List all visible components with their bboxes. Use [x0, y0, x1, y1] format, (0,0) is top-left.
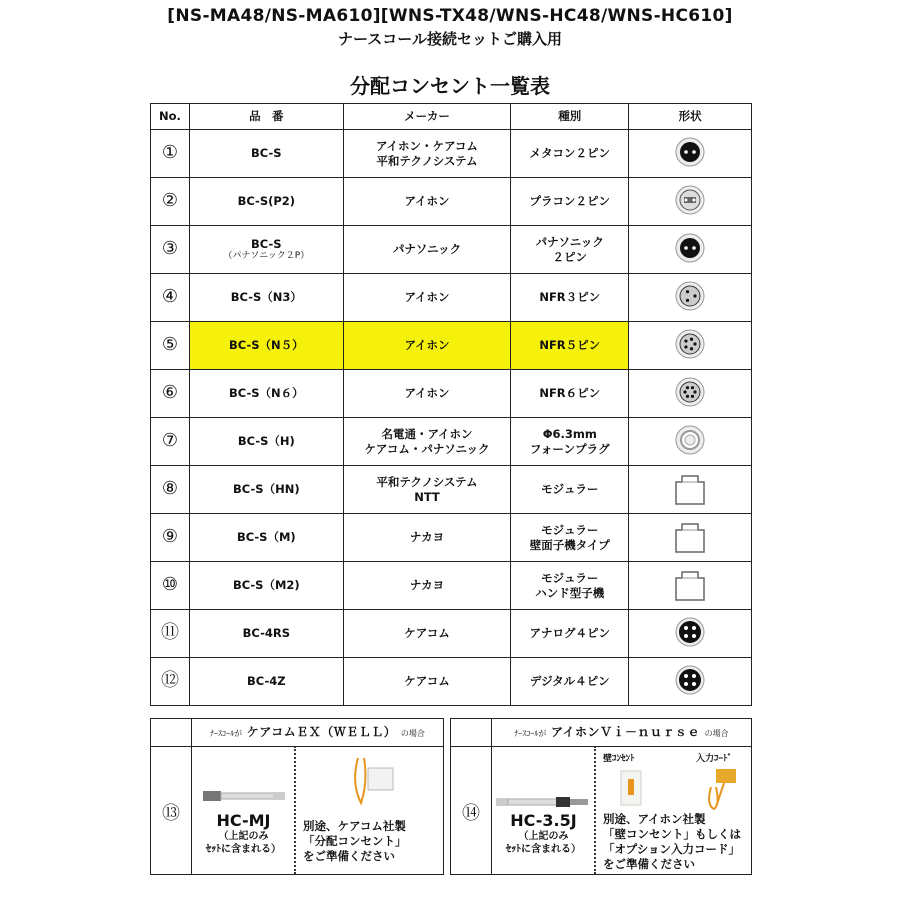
- header-part: 品 番: [189, 104, 343, 130]
- row-number: ③: [151, 226, 190, 274]
- suffix: の場合: [400, 729, 425, 738]
- part-cell: [189, 370, 343, 418]
- part-number: BC-S: [251, 146, 282, 161]
- connector-type: パナソニック ２ピン: [511, 226, 629, 274]
- panasonic-2pin-connector-icon: [674, 253, 706, 267]
- set-note: （上記のみ ｾｯﾄに含まれる）: [506, 831, 581, 855]
- modular-connector-icon: [672, 495, 708, 509]
- part-number: BC-S: [251, 236, 282, 251]
- part-cell: [189, 658, 343, 706]
- part-cell: [189, 178, 343, 226]
- part-cell: [189, 562, 343, 610]
- table-row: [151, 226, 752, 274]
- part-number: BC-4RS: [242, 626, 290, 641]
- header-type: 種別: [511, 104, 629, 130]
- table-row: [151, 610, 752, 658]
- row-number: ②: [151, 178, 190, 226]
- input-cord-image: [696, 767, 746, 811]
- box-carecom: [150, 718, 444, 875]
- part-cell: [189, 610, 343, 658]
- part-number: BC-S（H): [237, 434, 295, 449]
- row-number: ④: [151, 274, 190, 322]
- maker: ナカヨ: [343, 562, 511, 610]
- maker: 平和テクノシステム NTT: [343, 466, 511, 514]
- maker: パナソニック: [343, 226, 511, 274]
- header-no: No.: [151, 104, 190, 130]
- shape-cell: [629, 322, 752, 370]
- table-row: [151, 370, 752, 418]
- description: 別途、ケアコム社製 「分配コンセント」 をご準備ください: [303, 819, 407, 863]
- nfr-6pin-connector-icon: [674, 397, 706, 411]
- table-title: 分配コンセント一覧表: [350, 74, 550, 98]
- part-cell: [189, 514, 343, 562]
- box-number: ⑭: [462, 803, 480, 824]
- table-row: [151, 322, 752, 370]
- part-cell: [189, 466, 343, 514]
- maker: ケアコム: [343, 610, 511, 658]
- part-number: BC-S（N６）: [228, 386, 304, 401]
- table-row: [151, 514, 752, 562]
- part-number: BC-S（N５）: [228, 338, 304, 353]
- row-number: ⑥: [151, 370, 190, 418]
- suffix: の場合: [704, 729, 729, 738]
- part-cell: [189, 418, 343, 466]
- part-cell: [189, 322, 343, 370]
- shape-cell: [629, 658, 752, 706]
- maker: アイホン: [343, 178, 511, 226]
- maker: アイホン: [343, 370, 511, 418]
- shape-cell: [629, 514, 752, 562]
- row-number: ①: [151, 130, 190, 178]
- 4pin-connector-icon: [674, 637, 706, 651]
- box-number: ⑬: [162, 803, 180, 824]
- nfr-5pin-connector-icon: [674, 349, 706, 363]
- connector-type: メタコン２ピン: [511, 130, 629, 178]
- set-note: （上記のみ ｾｯﾄに含まれる）: [206, 831, 281, 855]
- title-models: [NS-MA48/NS-MA610][WNS-TX48/WNS-HC48/WNS-HC610]: [167, 6, 733, 26]
- table-row: [151, 466, 752, 514]
- part-number: BC-S(P2): [237, 194, 296, 209]
- shape-cell: [629, 370, 752, 418]
- connector-type: NFR６ピン: [511, 370, 629, 418]
- box-aiphone: [450, 718, 752, 875]
- part-cell: [189, 226, 343, 274]
- shape-cell: [629, 466, 752, 514]
- cable-image: [203, 785, 288, 807]
- shape-cell: [629, 178, 752, 226]
- outlet-device-image: [346, 753, 401, 808]
- shape-cell: [629, 418, 752, 466]
- maker: 名電通・アイホン ケアコム・パナソニック: [343, 418, 511, 466]
- connector-type: NFR３ピン: [511, 274, 629, 322]
- outlet-table: [150, 103, 752, 706]
- system-name: ケアコムＥＸ（ＷＥＬＬ）: [246, 725, 397, 739]
- table-row: [151, 178, 752, 226]
- shape-cell: [629, 226, 752, 274]
- row-number: ⑩: [151, 562, 190, 610]
- nfr-3pin-connector-icon: [674, 301, 706, 315]
- label-input-cord: 入力ｺｰﾄﾞ: [696, 754, 733, 764]
- shape-cell: [629, 130, 752, 178]
- modular-connector-icon: [672, 591, 708, 605]
- phone-plug-connector-icon: [674, 445, 706, 459]
- maker: アイホン: [343, 322, 511, 370]
- part-number: BC-4Z: [247, 674, 286, 689]
- prefix: ﾅｰｽｺｰﾙが: [514, 729, 547, 738]
- 4pin-connector-icon: [674, 685, 706, 699]
- table-row: [151, 562, 752, 610]
- header-maker: メーカー: [343, 104, 511, 130]
- connector-type: モジュラー ハンド型子機: [511, 562, 629, 610]
- connector-type: NFR５ピン: [511, 322, 629, 370]
- header-shape: 形状: [629, 104, 752, 130]
- shape-cell: [629, 610, 752, 658]
- connector-type: プラコン２ピン: [511, 178, 629, 226]
- row-number: ⑨: [151, 514, 190, 562]
- table-row: [151, 418, 752, 466]
- title-subtitle: ナースコール接続セットご購入用: [338, 30, 562, 48]
- prefix: ﾅｰｽｺｰﾙが: [210, 729, 243, 738]
- maker: アイホン・ケアコム 平和テクノシステム: [343, 130, 511, 178]
- part-number: BC-S（M): [236, 530, 296, 545]
- table-row: [151, 658, 752, 706]
- connector-type: モジュラー: [511, 466, 629, 514]
- row-number: ⑧: [151, 466, 190, 514]
- label-wall-outlet: 壁ｺﾝｾﾝﾄ: [603, 754, 635, 764]
- shape-cell: [629, 562, 752, 610]
- shape-cell: [629, 274, 752, 322]
- row-number: ⑤: [151, 322, 190, 370]
- part-name: HC-3.5J: [510, 811, 577, 830]
- connector-type: モジュラー 壁面子機タイプ: [511, 514, 629, 562]
- table-row: [151, 274, 752, 322]
- wall-outlet-image: [619, 769, 644, 809]
- part-number: BC-S（M2): [232, 578, 300, 593]
- modular-connector-icon: [672, 543, 708, 557]
- maker: アイホン: [343, 274, 511, 322]
- system-name: アイホンＶｉ－ｎｕｒｓｅ: [551, 725, 700, 739]
- metacon-2pin-connector-icon: [674, 157, 706, 171]
- connector-type: デジタル４ピン: [511, 658, 629, 706]
- table-row: [151, 130, 752, 178]
- row-number: ⑦: [151, 418, 190, 466]
- cable-image: [496, 794, 591, 810]
- part-sub: （パナソニック２P）: [223, 251, 310, 262]
- part-cell: [189, 130, 343, 178]
- row-number: ⑫: [151, 658, 190, 706]
- description: 別途、アイホン社製 「壁コンセント」もしくは 「オプション入力コード」 をご準備ください: [603, 812, 741, 871]
- part-name: HC-MJ: [216, 811, 271, 830]
- part-number: BC-S（HN): [233, 482, 300, 497]
- part-cell: [189, 274, 343, 322]
- connector-type: アナログ４ピン: [511, 610, 629, 658]
- maker: ナカヨ: [343, 514, 511, 562]
- part-number: BC-S（N3）: [230, 290, 302, 305]
- row-number: ⑪: [151, 610, 190, 658]
- placon-2pin-connector-icon: [674, 205, 706, 219]
- maker: ケアコム: [343, 658, 511, 706]
- connector-type: Φ6.3mm フォーンプラグ: [511, 418, 629, 466]
